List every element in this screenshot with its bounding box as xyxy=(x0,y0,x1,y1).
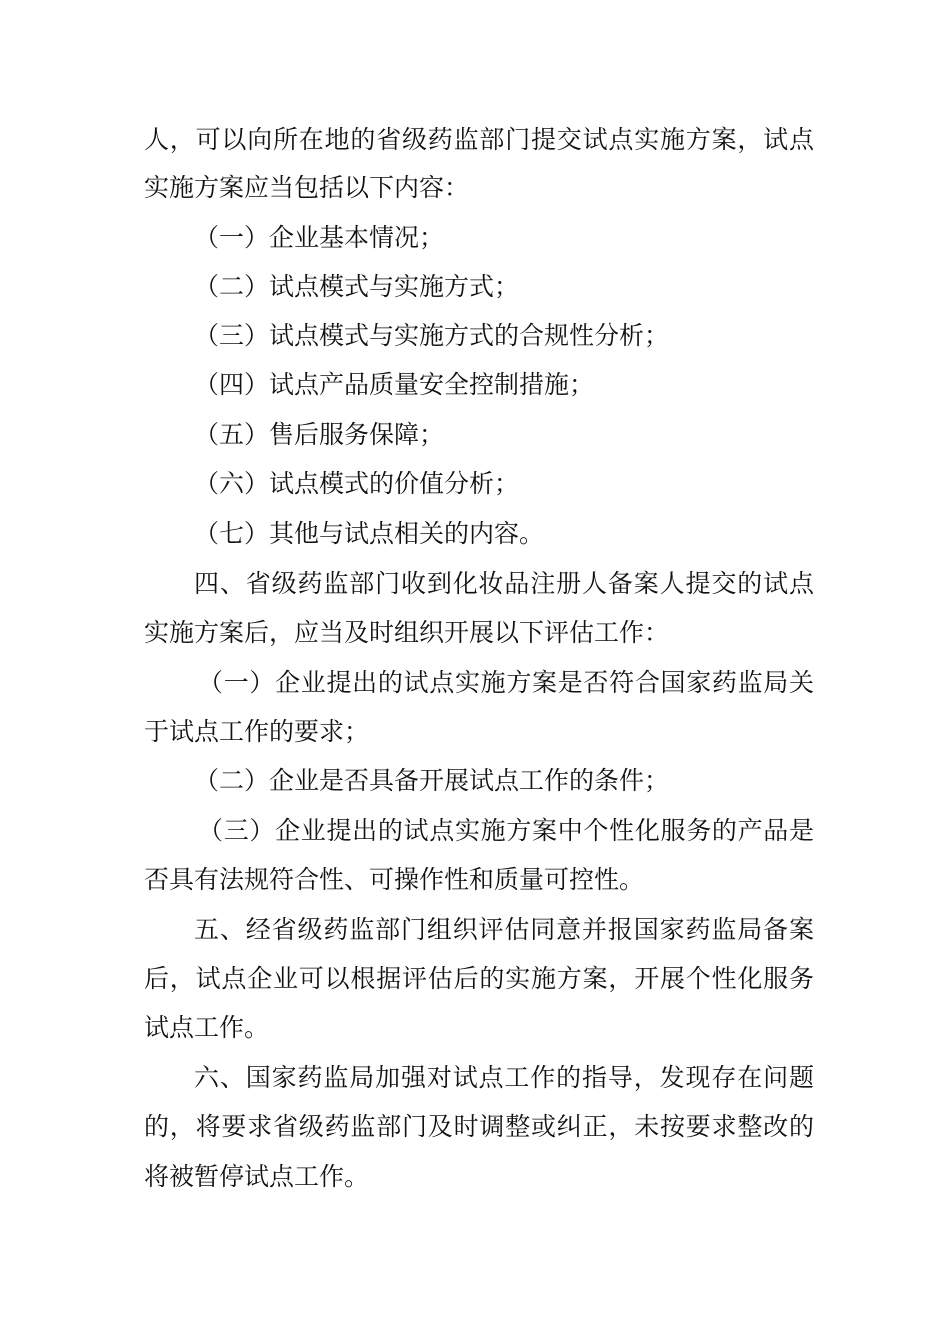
list-item: （七）其他与试点相关的内容。 xyxy=(194,519,545,548)
paragraph-line: 实施方案应当包括以下内容： xyxy=(144,173,470,202)
list-item: 于试点工作的要求； xyxy=(144,717,370,746)
paragraph-line: 将被暂停试点工作。 xyxy=(144,1162,370,1191)
paragraph-line: 四、省级药监部门收到化妆品注册人备案人提交的试点 xyxy=(194,569,814,598)
paragraph-line: 的，将要求省级药监部门及时调整或纠正，未按要求整改的 xyxy=(144,1112,814,1141)
paragraph-line: 后，试点企业可以根据评估后的实施方案，开展个性化服务 xyxy=(144,964,814,993)
list-item: （五）售后服务保障； xyxy=(194,420,445,449)
list-item: （二）企业是否具备开展试点工作的条件； xyxy=(194,766,670,795)
paragraph-line: 六、国家药监局加强对试点工作的指导，发现存在问题 xyxy=(194,1063,814,1092)
list-item: （一）企业基本情况； xyxy=(194,223,445,252)
list-item: （四）试点产品质量安全控制措施； xyxy=(194,370,595,399)
list-item: （一）企业提出的试点实施方案是否符合国家药监局关 xyxy=(198,668,814,697)
paragraph-line: 人，可以向所在地的省级药监部门提交试点实施方案，试点 xyxy=(144,125,814,154)
list-item: 否具有法规符合性、可操作性和质量可控性。 xyxy=(144,865,645,894)
paragraph-line: 试点工作。 xyxy=(144,1013,270,1042)
paragraph-line: 实施方案后，应当及时组织开展以下评估工作： xyxy=(144,618,670,647)
list-item: （三）企业提出的试点实施方案中个性化服务的产品是 xyxy=(198,816,814,845)
list-item: （三）试点模式与实施方式的合规性分析； xyxy=(194,321,670,350)
list-item: （六）试点模式的价值分析； xyxy=(194,469,520,498)
paragraph-line: 五、经省级药监部门组织评估同意并报国家药监局备案 xyxy=(194,915,814,944)
list-item: （二）试点模式与实施方式； xyxy=(194,272,520,301)
